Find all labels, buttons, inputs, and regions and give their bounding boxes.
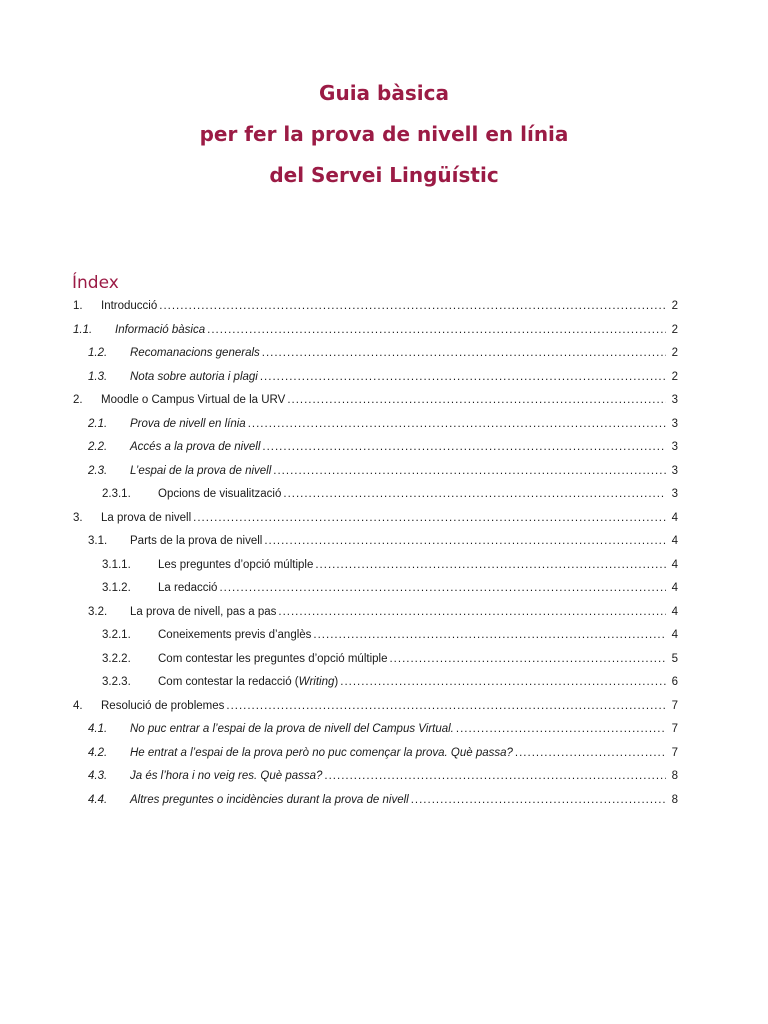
toc-entry[interactable] — [72, 530, 678, 554]
toc-entry[interactable] — [72, 742, 678, 766]
toc-entry[interactable] — [72, 624, 678, 648]
toc-leader-dots — [226, 695, 666, 719]
toc-entry[interactable] — [72, 554, 678, 578]
toc-entry-page-number: 3 — [671, 441, 678, 453]
toc-leader-dots — [340, 671, 666, 695]
toc-entry-page-number: 7 — [671, 723, 678, 735]
toc-entry-number: 3.1. — [88, 535, 108, 547]
toc-entry-page-number: 3 — [671, 488, 678, 500]
toc-entry[interactable] — [72, 460, 678, 484]
toc-entry-label: Altres preguntes o incidències durant la prova de nivell — [130, 789, 411, 813]
toc-entry-label: Accés a la prova de nivell — [130, 436, 262, 460]
toc-entry-page-number: 2 — [671, 370, 678, 383]
toc-entry-text — [158, 483, 666, 507]
toc-entry-label: La prova de nivell, pas a pas — [130, 601, 278, 625]
toc-entry-text — [101, 295, 666, 319]
toc-entry-text — [130, 718, 666, 742]
toc-entry-label: Prova de nivell en línia — [130, 413, 248, 437]
toc-entry-text — [115, 319, 666, 343]
toc-entry-page-number: 2 — [671, 300, 678, 312]
toc-entry-text — [130, 460, 666, 484]
toc-entry-label: La prova de nivell — [101, 507, 193, 531]
toc-entry-text — [130, 530, 666, 554]
toc-entry-text — [158, 554, 666, 578]
toc-entry[interactable] — [72, 695, 678, 719]
toc-entry-number: 2.2. — [88, 441, 108, 453]
toc-leader-dots — [411, 789, 666, 813]
toc-entry-number: 4. — [73, 699, 83, 712]
toc-entry-text — [130, 742, 666, 766]
toc-entry-text — [130, 413, 666, 437]
toc-entry-text — [101, 695, 666, 719]
toc-entry[interactable] — [72, 366, 678, 390]
toc-entry[interactable] — [72, 295, 678, 319]
toc-entry-number: 2. — [73, 394, 83, 406]
toc-entry-page-number: 4 — [671, 582, 678, 594]
toc-entry-number: 1. — [73, 300, 83, 312]
toc-leader-dots — [207, 319, 666, 343]
toc-entry-text — [101, 507, 666, 531]
toc-entry-number: 4.1. — [88, 723, 108, 735]
toc-entry-page-number: 7 — [671, 746, 678, 759]
toc-entry-number: 3.2. — [88, 605, 108, 618]
toc-leader-dots — [260, 366, 666, 390]
toc-entry-label: L’espai de la prova de nivell — [130, 460, 273, 484]
toc-entry[interactable] — [72, 718, 678, 742]
toc-entry-label: Resolució de problemes — [101, 695, 226, 719]
toc-entry-label: Coneixements previs d’anglès — [158, 624, 313, 648]
toc-leader-dots — [219, 577, 666, 601]
toc-entry-number: 2.3. — [88, 464, 108, 477]
toc-entry-number: 3.2.3. — [102, 676, 131, 688]
toc-entry-page-number: 7 — [671, 699, 678, 712]
toc-entry-label: Ja és l’hora i no veig res. Què passa? — [130, 765, 324, 789]
title-line-1: Guia bàsica — [319, 81, 449, 105]
toc-entry-number: 2.1. — [88, 417, 108, 430]
toc-entry[interactable] — [72, 319, 678, 343]
toc-entry-text — [130, 436, 666, 460]
toc-entry-label: Informació bàsica — [115, 319, 207, 343]
toc-entry[interactable] — [72, 648, 678, 672]
toc-entry-label: Com contestar les preguntes d’opció múltiple — [158, 648, 389, 672]
toc-leader-dots — [278, 601, 666, 625]
title-line-2: per fer la prova de nivell en línia — [199, 122, 569, 146]
toc-entry-number: 1.3. — [88, 370, 108, 383]
toc-entry[interactable] — [72, 413, 678, 437]
toc-leader-dots — [262, 436, 666, 460]
toc-entry-number: 1.1. — [73, 323, 93, 336]
toc-entry-number: 3. — [73, 511, 83, 524]
toc-entry-page-number: 4 — [671, 535, 678, 547]
toc-entry[interactable] — [72, 765, 678, 789]
toc-leader-dots — [262, 342, 666, 366]
toc-entry[interactable] — [72, 389, 678, 413]
toc-entry-text — [158, 577, 666, 601]
toc-leader-dots — [283, 483, 666, 507]
toc-leader-dots — [264, 530, 666, 554]
document-title — [0, 76, 768, 199]
toc-entry[interactable] — [72, 671, 678, 695]
toc-leader-dots — [515, 742, 666, 766]
toc-entry-number: 2.3.1. — [102, 488, 131, 500]
toc-entry-label: Moodle o Campus Virtual de la URV — [101, 389, 287, 413]
toc-entry-label: Introducció — [101, 295, 159, 319]
toc-entry[interactable] — [72, 483, 678, 507]
toc-entry-number: 3.1.2. — [102, 582, 131, 594]
toc-leader-dots — [273, 460, 666, 484]
toc-entry-label: Nota sobre autoria i plagi — [130, 366, 260, 390]
toc-leader-dots — [456, 718, 666, 742]
toc-entry-label: He entrat a l’espai de la prova però no puc començar la prova. Què passa? — [130, 742, 515, 766]
toc-leader-dots — [324, 765, 666, 789]
toc-entry-text — [130, 366, 666, 390]
toc-leader-dots — [389, 648, 666, 672]
toc-entry[interactable] — [72, 507, 678, 531]
toc-leader-dots — [193, 507, 666, 531]
toc-entry-page-number: 5 — [671, 652, 678, 665]
toc-leader-dots — [313, 624, 666, 648]
toc-entry-number: 1.2. — [88, 347, 108, 359]
toc-entry-number: 4.3. — [88, 770, 108, 782]
toc-entry-label: Parts de la prova de nivell — [130, 530, 264, 554]
toc-entry-number: 3.2.2. — [102, 652, 131, 665]
toc-entry-page-number: 4 — [671, 629, 678, 641]
toc-heading: Índex — [72, 273, 119, 293]
toc-entry[interactable] — [72, 789, 678, 813]
toc-entry[interactable] — [72, 577, 678, 601]
title-line-3: del Servei Lingüístic — [269, 163, 499, 187]
toc-entry[interactable] — [72, 342, 678, 366]
toc-entry[interactable] — [72, 601, 678, 625]
toc-entry-text — [130, 765, 666, 789]
toc-entry[interactable] — [72, 436, 678, 460]
toc-entry-label: La redacció — [158, 577, 219, 601]
toc-entry-text — [158, 671, 666, 695]
toc-entry-number: 3.1.1. — [102, 558, 131, 571]
toc-leader-dots — [248, 413, 666, 437]
toc-entry-page-number: 2 — [671, 347, 678, 359]
toc-entry-page-number: 3 — [671, 464, 678, 477]
toc-entry-text — [101, 389, 666, 413]
toc-entry-page-number: 6 — [671, 676, 678, 688]
toc-entry-label: Com contestar la redacció (Writing) — [158, 671, 340, 695]
toc-entry-text — [130, 789, 666, 813]
toc-leader-dots — [159, 295, 666, 319]
toc-entry-label: Les preguntes d’opció múltiple — [158, 554, 315, 578]
toc-entry-text — [158, 624, 666, 648]
toc-entry-page-number: 3 — [671, 417, 678, 430]
toc-entry-number: 3.2.1. — [102, 629, 131, 641]
toc-entry-label: Opcions de visualització — [158, 483, 283, 507]
toc-entry-label: Recomanacions generals — [130, 342, 262, 366]
toc-leader-dots — [315, 554, 666, 578]
toc-entry-page-number: 8 — [671, 770, 678, 782]
toc-entry-label: No puc entrar a l’espai de la prova de nivell del Campus Virtual. — [130, 718, 456, 742]
toc-entry-page-number: 4 — [671, 558, 678, 571]
toc-entry-page-number: 2 — [671, 323, 678, 336]
toc-entry-page-number: 4 — [671, 511, 678, 524]
toc-entry-number: 4.4. — [88, 793, 108, 806]
table-of-contents — [72, 295, 678, 812]
toc-entry-text — [158, 648, 666, 672]
toc-entry-page-number: 4 — [671, 605, 678, 618]
toc-entry-number: 4.2. — [88, 746, 108, 759]
toc-entry-page-number: 8 — [671, 793, 678, 806]
toc-leader-dots — [287, 389, 666, 413]
toc-entry-text — [130, 601, 666, 625]
toc-entry-page-number: 3 — [671, 394, 678, 406]
toc-entry-text — [130, 342, 666, 366]
